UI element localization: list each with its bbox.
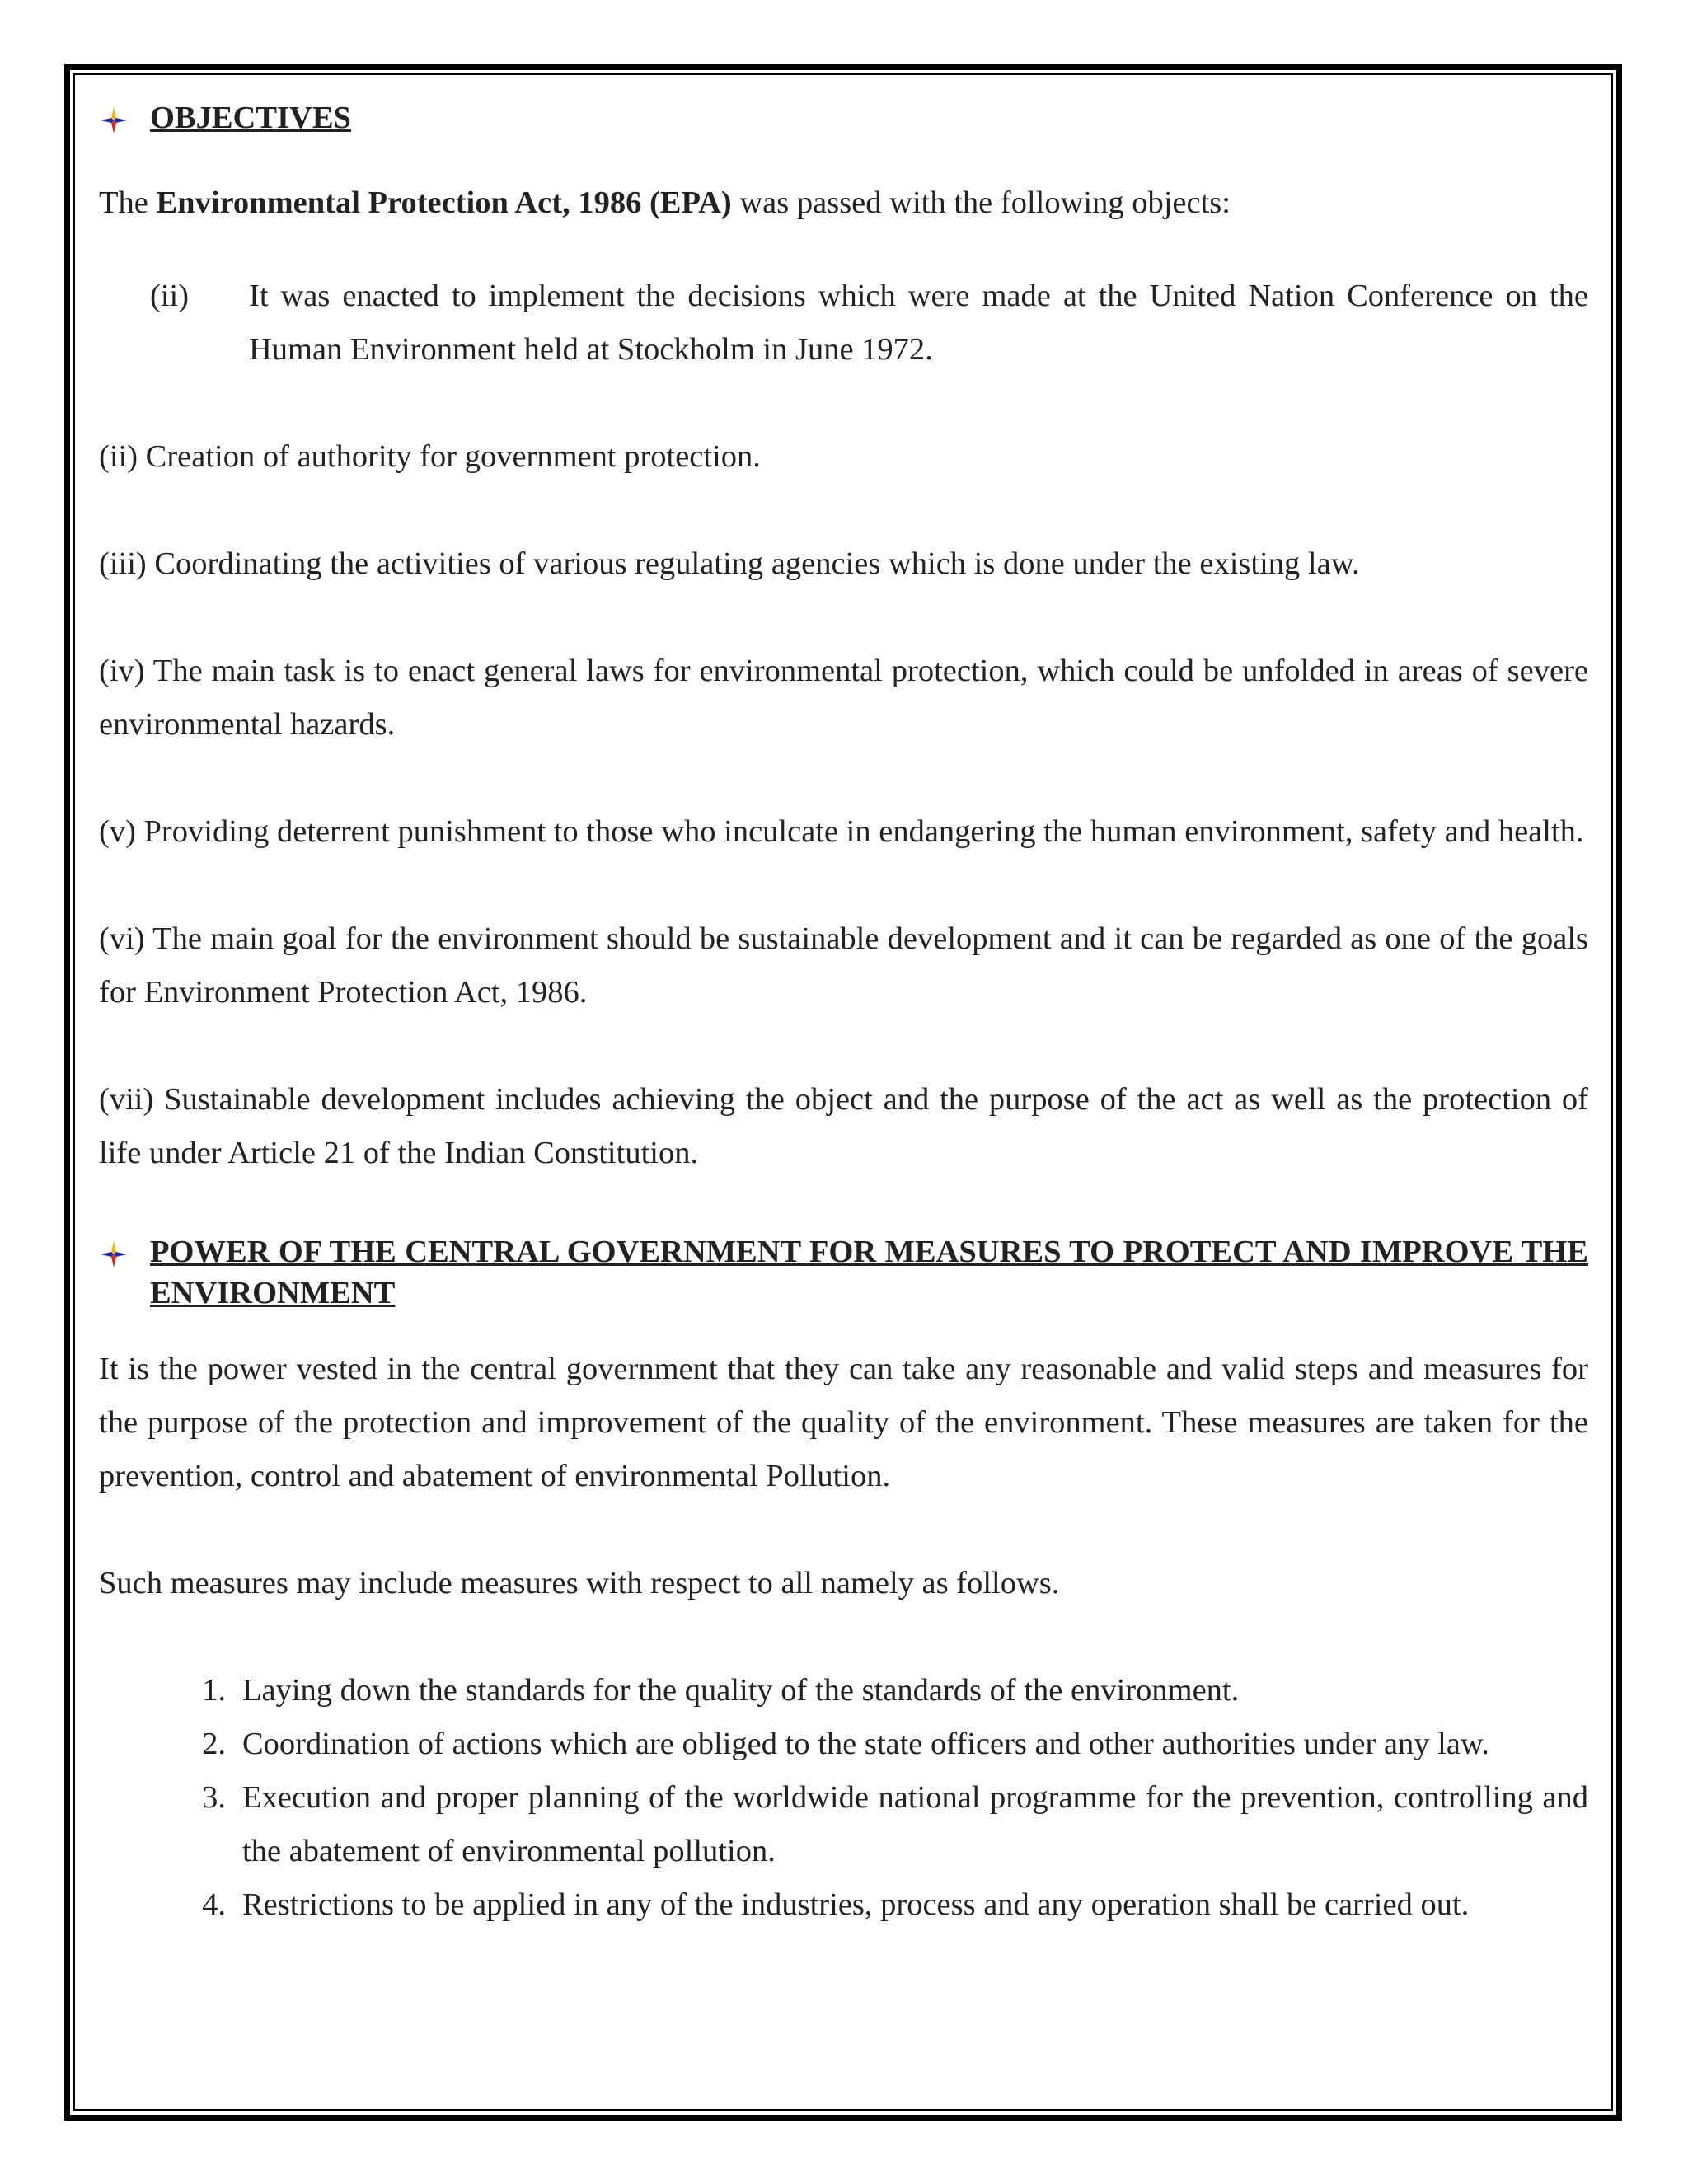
document-body xyxy=(99,97,1588,1932)
intro-act-name: Environmental Protection Act, 1986 (EPA) xyxy=(156,185,732,220)
objective-paragraph: (vii) Sustainable development includes achieving the object and the purpose of the act as well as the protection of life under Article 21 of the Indian Constitution. xyxy=(99,1082,1588,1170)
objective-item-text: It was enacted to implement the decisions which were made at the United Nation Conference on the Human Environment held at Stockholm in June 1972. xyxy=(249,279,1588,367)
power-paragraph: It is the power vested in the central government that they can take any reasonable and valid steps and measures for the purpose of the protection and improvement of the quality of the environment. These measures are taken for the prevention, control and abatement of environmental Pollution. xyxy=(99,1352,1588,1493)
list-item xyxy=(99,1771,1588,1878)
list-item-text: Laying down the standards for the quality of the standards of the environment. xyxy=(242,1673,1240,1708)
objective-item-first xyxy=(99,269,1588,377)
power-heading-text: POWER OF THE CENTRAL GOVERNMENT FOR MEASURES TO PROTECT AND IMPROVE THE ENVIRONMENT xyxy=(150,1235,1588,1310)
intro-pre: The xyxy=(99,185,157,220)
list-item xyxy=(99,1718,1588,1771)
list-item-number: 4. xyxy=(202,1887,226,1922)
objective-paragraph: (vi) The main goal for the environment should be sustainable development and it can be regarded as one of the goals for Environment Protection Act, 1986. xyxy=(99,921,1588,1010)
list-item-text: Coordination of actions which are obliged to the state officers and other authorities under any law. xyxy=(242,1727,1489,1761)
list-item-number: 2. xyxy=(202,1727,226,1761)
objectives-heading-text: OBJECTIVES xyxy=(150,101,351,135)
four-point-star-arrow-icon xyxy=(99,105,129,135)
objective-paragraph: (iv) The main task is to enact general laws for environmental protection, which could be unfolded in areas of severe environmental hazards. xyxy=(99,654,1588,742)
objective-paragraph: (ii) Creation of authority for government protection. xyxy=(99,439,761,474)
power-heading xyxy=(99,1231,1588,1314)
measures-list xyxy=(99,1664,1588,1932)
objective-paragraph: (v) Providing deterrent punishment to those who inculcate in endangering the human environment, safety and health. xyxy=(99,814,1584,849)
list-item xyxy=(99,1878,1588,1932)
four-point-star-arrow-icon xyxy=(99,1240,129,1269)
objective-paragraph: (iii) Coordinating the activities of various regulating agencies which is done under the existing law. xyxy=(99,546,1360,581)
list-item-number: 3. xyxy=(202,1780,226,1815)
list-item xyxy=(99,1664,1588,1718)
objectives-heading xyxy=(99,97,1588,138)
list-item-text: Restrictions to be applied in any of the industries, process and any operation shall be carried out. xyxy=(242,1887,1470,1922)
objective-item-number: (ii) xyxy=(150,279,190,313)
measures-intro-paragraph: Such measures may include measures with respect to all namely as follows. xyxy=(99,1566,1060,1601)
intro-paragraph xyxy=(99,176,1588,230)
list-item-text: Execution and proper planning of the worldwide national programme for the prevention, controlling and the abatement of environmental pollution. xyxy=(242,1780,1588,1868)
intro-post: was passed with the following objects: xyxy=(731,185,1231,220)
list-item-number: 1. xyxy=(202,1673,226,1708)
